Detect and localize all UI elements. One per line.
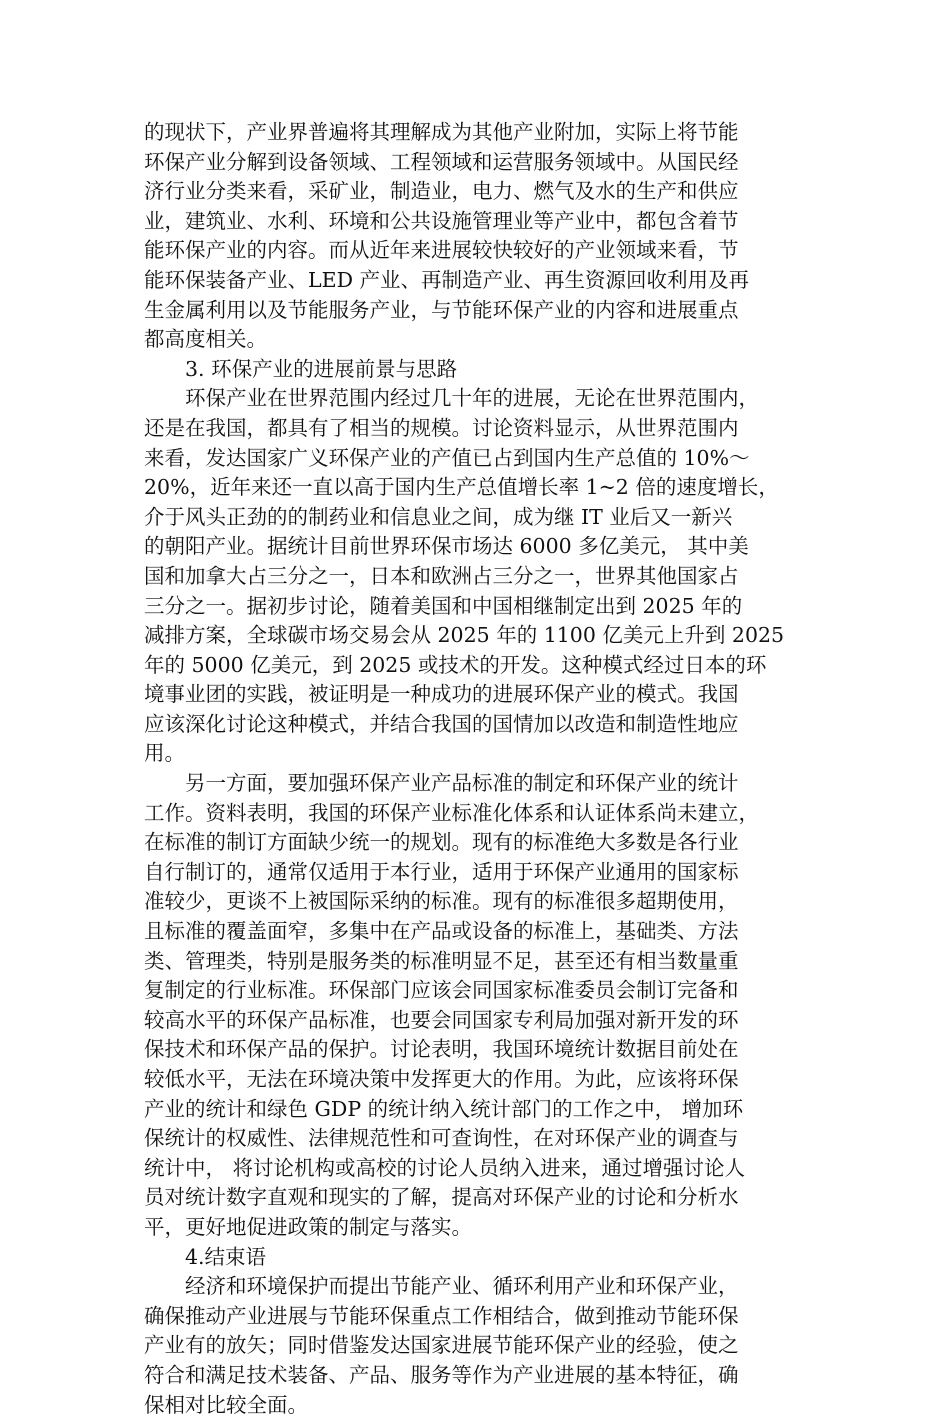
paragraph-section-4 [144,1272,808,1420]
text-line: 的现状下，产业界普遍将其理解成为其他产业附加，实际上将节能 [144,120,739,144]
text-line: 年的 5000 亿美元，到 2025 或技术的开发。这种模式经过日本的环 [144,652,767,677]
text-line: 还是在我国，都具有了相当的规模。讨论资料显示，从世界范围内 [144,415,739,440]
section-4-heading [144,1243,808,1273]
text-line: 能环保产业的内容。而从近年来进展较快较好的产业领域来看，节 [144,238,739,263]
text-line: 工作。资料表明，我国的环保产业标准化体系和认证体系尚未建立， [144,800,759,825]
text-line: 的朝阳产业。据统计目前世界环保市场达 6000 多亿美元， 其中美 [144,534,749,559]
paragraph-section-3-a [144,384,808,769]
text-line: 经济和环境保护而提出节能产业、循环利用产业和环保产业， [185,1274,739,1299]
paragraph-section-3-b [144,769,808,1243]
text-line: 员对统计数字直观和现实的了解，提高对环保产业的讨论和分析水 [144,1185,739,1210]
text-line: 产业的统计和绿色 GDP 的统计纳入统计部门的工作之中， 增加环 [144,1096,744,1121]
text-line: 环保产业在世界范围内经过几十年的进展，无论在世界范围内， [185,386,759,411]
text-line: 生金属利用以及节能服务产业，与节能环保产业的内容和进展重点 [144,297,739,322]
text-line: 在标准的制订方面缺少统一的规划。现有的标准绝大多数是各行业 [144,830,739,855]
text-line: 三分之一。据初步讨论，随着美国和中国相继制定出到 2025 年的 [144,593,743,618]
paragraph-intro-continued [144,118,808,355]
document-page [144,118,808,1420]
text-line: 济行业分类来看，采矿业，制造业，电力、燃气及水的生产和供应 [144,179,739,204]
text-line: 环保产业分解到设备领域、工程领域和运营服务领域中。从国民经 [144,149,739,174]
text-line: 用。 [144,741,185,766]
text-line: 准较少，更谈不上被国际采纳的标准。现有的标准很多超期使用， [144,889,739,914]
text-line: 复制定的行业标准。环保部门应该会同国家标准委员会制订完备和 [144,978,739,1003]
section-3-heading [144,355,808,385]
text-line: 较低水平，无法在环境决策中发挥更大的作用。为此，应该将环保 [144,1067,739,1091]
text-line: 来看，发达国家广义环保产业的产值已占到国内生产总值的 10%～ [144,445,750,470]
text-line: 能环保装备产业、LED 产业、再制造产业、再生资源回收利用及再 [144,267,750,292]
text-line: 产业有的放矢；同时借鉴发达国家进展节能环保产业的经验，使之 [144,1333,739,1358]
text-line: 自行制订的，通常仅适用于本行业，适用于环保产业通用的国家标 [144,859,739,884]
text-line: 都高度相关。 [144,327,267,352]
text-line: 平，更好地促进政策的制定与落实。 [144,1214,472,1239]
text-line: 减排方案，全球碳市场交易会从 2025 年的 1100 亿美元上升到 2025 [144,623,785,648]
text-line: 较高水平的环保产品标准，也要会同国家专利局加强对新开发的环 [144,1007,739,1032]
text-line: 境事业团的实践，被证明是一种成功的进展环保产业的模式。我国 [144,682,739,707]
text-line: 介于风头正劲的的制药业和信息业之间，成为继 IT 业后又一新兴 [144,504,733,529]
text-line: 保技术和环保产品的保护。讨论表明，我国环境统计数据目前处在 [144,1037,739,1062]
heading-text: 3. 环保产业的进展前景与思路 [185,356,458,381]
text-line: 另一方面，要加强环保产业产品标准的制定和环保产业的统计 [185,771,739,796]
text-line: 类、管理类，特别是服务类的标准明显不足，甚至还有相当数量重 [144,948,739,973]
text-line: 符合和满足技术装备、产品、服务等作为产业进展的基本特征，确 [144,1362,739,1387]
text-line: 保相对比较全面。 [144,1392,308,1417]
heading-text: 4.结束语 [185,1244,267,1269]
text-line: 且标准的覆盖面窄，多集中在产品或设备的标准上，基础类、方法 [144,919,739,944]
text-line: 20%，近年来还一直以高于国内生产总值增长率 1~2 倍的速度增长， [144,475,779,500]
text-line: 应该深化讨论这种模式，并结合我国的国情加以改造和制造性地应 [144,711,739,736]
text-line: 确保推动产业进展与节能环保重点工作相结合，做到推动节能环保 [144,1303,739,1328]
text-line: 保统计的权威性、法律规范性和可查询性，在对环保产业的调查与 [144,1126,739,1151]
text-line: 国和加拿大占三分之一，日本和欧洲占三分之一，世界其他国家占 [144,563,739,588]
text-line: 业，建筑业、水利、环境和公共设施管理业等产业中，都包含着节 [144,208,739,233]
text-line: 统计中， 将讨论机构或高校的讨论人员纳入进来，通过增强讨论人 [144,1155,746,1180]
